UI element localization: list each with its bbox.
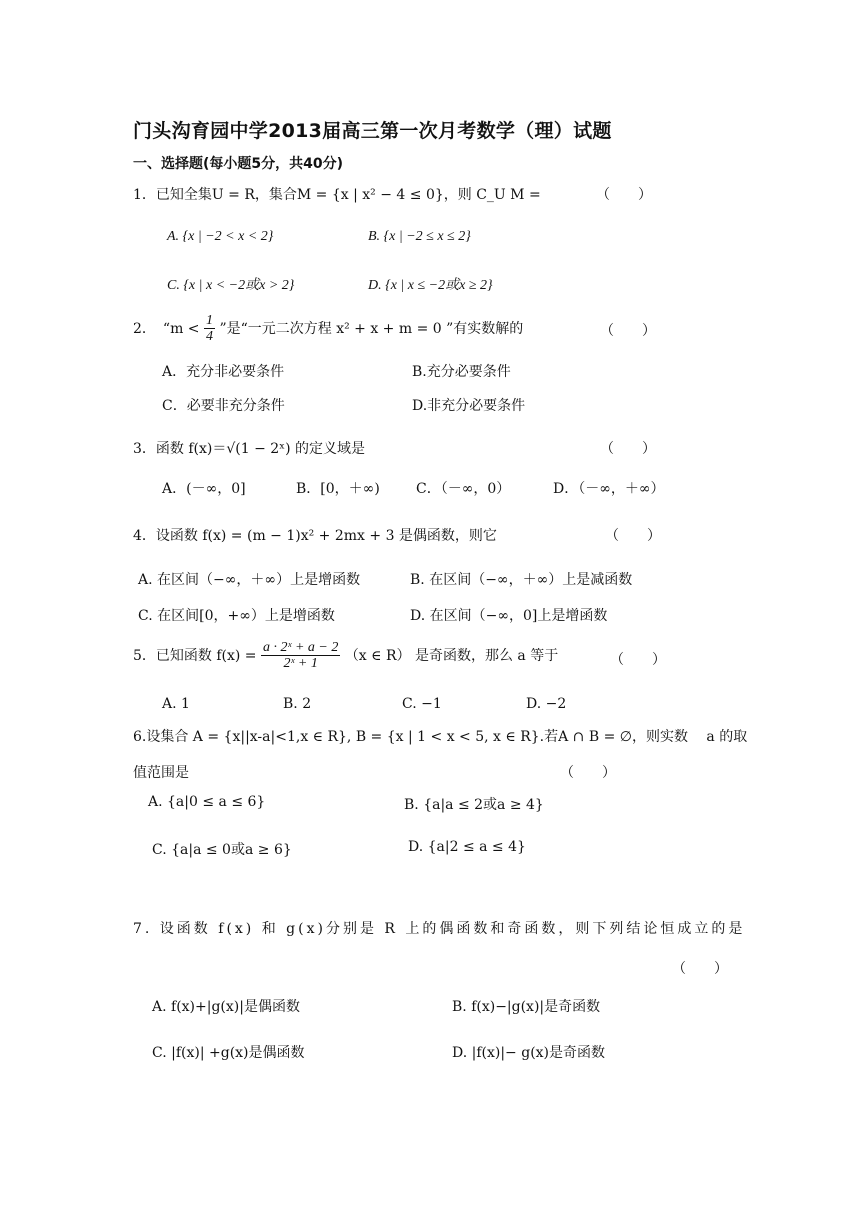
question-3-option-a: A．(－∞，0] (162, 481, 246, 497)
question-2-stem (133, 313, 523, 345)
question-2-option-d: D.非充分必要条件 (412, 398, 526, 414)
question-6-option-a: A. {a|0 ≤ a ≤ 6} (148, 794, 266, 810)
question-4-answer-blank: （ ） (605, 528, 661, 544)
question-5-stem-start: 5．已知函数 f(x) = (133, 647, 257, 664)
question-5-option-b: B. 2 (283, 696, 312, 712)
question-7-option-d: D. |f(x)|− g(x)是奇函数 (452, 1045, 606, 1061)
question-5-stem (133, 640, 558, 672)
question-2-stem-start: 2． “m < (133, 320, 200, 337)
question-2-fraction (204, 313, 215, 345)
question-7-answer-blank: （ ） (672, 961, 728, 977)
question-6-option-d: D. {a|2 ≤ a ≤ 4} (408, 839, 526, 855)
question-1-option-d: D. {x | x ≤ −2或x ≥ 2} (368, 278, 493, 293)
question-7-option-c: C. |f(x)| +g(x)是偶函数 (152, 1045, 305, 1061)
question-7-option-b: B. f(x)−|g(x)|是奇函数 (452, 999, 601, 1015)
question-2-fraction-denominator: 4 (205, 329, 213, 345)
question-3-answer-blank: （ ） (600, 441, 656, 457)
question-6-option-b: B. {a|a ≤ 2或a ≥ 4} (404, 797, 544, 813)
question-5-fraction (261, 640, 340, 672)
question-3-option-b: B．[0，＋∞) (296, 481, 380, 497)
question-2-option-a: A．充分非必要条件 (162, 364, 285, 380)
question-5-option-c: C. −1 (402, 696, 442, 712)
question-5-stem-end: （x ∈ R） 是奇函数，那么 a 等于 (344, 647, 559, 664)
question-6-answer-blank: （ ） (560, 765, 616, 781)
question-2-fraction-numerator: 1 (205, 313, 213, 328)
question-6-stem-line-1: 6.设集合 A = {x||x-a|<1,x ∈ R}, B = {x | 1 < x < 5, x ∈ R}.若A ∩ B = ∅，则实数 a 的取 (133, 729, 748, 745)
question-4-option-d: D. 在区间（−∞，0]上是增函数 (410, 608, 608, 624)
question-5-fraction-numerator: a · 2ˣ + a − 2 (263, 640, 339, 655)
question-5-fraction-denominator: 2ˣ + 1 (283, 656, 318, 672)
question-1-option-c: C. {x | x < −2或x > 2} (167, 278, 295, 293)
question-5-answer-blank: （ ） (610, 652, 666, 668)
question-2-answer-blank: （ ） (600, 323, 656, 339)
question-1-stem: 1．已知全集U = R，集合M = {x | x² − 4 ≤ 0}，则 C_U M = (133, 187, 541, 203)
question-4-option-a: A. 在区间（−∞，＋∞）上是增函数 (138, 572, 361, 588)
question-5-option-d: D. −2 (526, 696, 567, 712)
question-4-option-b: B. 在区间（−∞，＋∞）上是减函数 (410, 572, 633, 588)
section-heading: 一、选择题(每小题5分，共40分) (133, 156, 344, 172)
question-7-option-a: A. f(x)+|g(x)|是偶函数 (152, 999, 300, 1015)
question-1-option-a: A. {x | −2 < x < 2} (167, 229, 274, 244)
question-2-stem-end: ”是“一元二次方程 x² + x + m = 0 ”有实数解的 (219, 320, 524, 337)
question-6-stem-line-2: 值范围是 (133, 765, 189, 781)
question-3-option-c: C．（－∞，0） (416, 481, 511, 497)
question-4-stem: 4．设函数 f(x) = (m − 1)x² + 2mx + 3 是偶函数，则它 (133, 528, 497, 544)
question-2-option-b: B.充分必要条件 (412, 364, 511, 380)
question-5-option-a: A. 1 (162, 696, 190, 712)
question-1-answer-blank: （ ） (596, 187, 652, 203)
question-2-option-c: C．必要非充分条件 (162, 398, 285, 414)
question-6-option-c: C. {a|a ≤ 0或a ≥ 6} (152, 842, 292, 858)
exam-title: 门头沟育园中学2013届高三第一次月考数学（理）试题 (133, 120, 612, 142)
question-3-option-d: D．（－∞，＋∞） (553, 481, 665, 497)
question-3-stem: 3．函数 f(x)＝√(1 − 2ˣ) 的定义域是 (133, 441, 366, 457)
question-4-option-c: C. 在区间[0，+∞）上是增函数 (138, 608, 335, 624)
question-7-stem: 7. 设函数 f(x) 和 g(x)分别是 R 上的偶函数和奇函数，则下列结论恒成立的是 (133, 921, 746, 937)
question-1-option-b: B. {x | −2 ≤ x ≤ 2} (368, 229, 471, 244)
